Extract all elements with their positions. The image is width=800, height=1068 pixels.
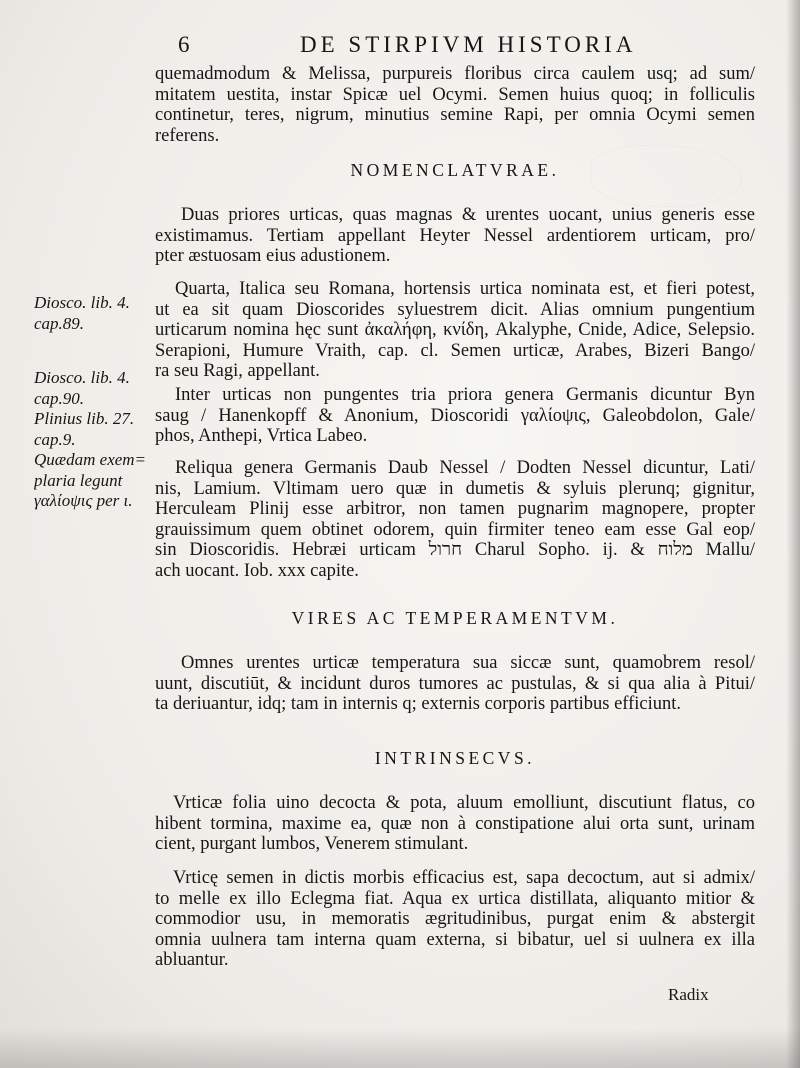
- text-line: Reliqua genera Germanis Daub Nessel / Dodten Nessel dicuntur, Lati/: [175, 458, 755, 478]
- text-line: ut ea sit quam Dioscorides syluestrem dicit. Alias omnium pungentium: [155, 299, 755, 320]
- catchword: Radix: [668, 985, 709, 1004]
- margin-note-line: Plinius lib. 27.: [34, 409, 135, 428]
- margin-note-line: cap.90.: [34, 388, 85, 408]
- text-line: Omnes urentes urticæ temperatura sua siccæ sunt, quamobrem resol/: [181, 653, 755, 673]
- text-line: Inter urticas non pungentes tria priora genera Germanis dicuntur Byn: [175, 385, 755, 405]
- paragraph-intrinsecus-1: [155, 793, 755, 855]
- text-line: pter æstuosam eius adustionem.: [155, 246, 391, 266]
- text-line: existimamus. Tertiam appellant Heyter Nessel ardentiorem urticam, pro/: [155, 225, 755, 246]
- text-line: abluantur.: [155, 950, 229, 970]
- paragraph-opening: [155, 64, 755, 146]
- paragraph-nomen-2: [155, 279, 755, 382]
- heading-nomenclaturae: NOMENCLATVRAE.: [350, 160, 560, 180]
- page-edge-shadow: [786, 0, 800, 1068]
- text-line: Serapioni, Humure Vraith, cap. cl. Semen urticæ, Arabes, Bizeri Bango/: [155, 340, 755, 361]
- text-line: urticarum nomina hęc sunt ἀκαλήφη, κνίδη, Akalyphe, Cnide, Adice, Selepsio.: [155, 320, 755, 340]
- margin-note-line: γαλίοψις per ι.: [34, 491, 133, 510]
- paragraph-nomen-3: [155, 385, 755, 447]
- text-line: Vrticę semen in dictis morbis efficacius est, sapa decoctum, aut si admix/: [173, 868, 755, 888]
- text-line: uunt, discutiūt, & incidunt duros tumores ac pustulas, & si qua alia à Pitui/: [155, 673, 755, 694]
- text-line: Vrticæ folia uino decocta & pota, aluum emolliunt, discutiunt flatus, co: [173, 793, 755, 813]
- text-line: ra seu Ragi, appellant.: [155, 361, 320, 381]
- text-line: continetur, teres, nigrum, minutius semine Rapi, per omnia Ocymi semen: [155, 105, 755, 125]
- margin-note-line: cap.89.: [34, 313, 85, 333]
- paragraph-nomen-1: [155, 205, 755, 267]
- text-line: omnia uulnera tam interna quam externa, si bibatur, uel si uulnera ex illa: [155, 929, 755, 950]
- running-title: DE STIRPIVM HISTORIA: [300, 32, 637, 57]
- text-line: sin Dioscoridis. Hebræi urticam חרול Charul Sopho. ij. & מלוח Mallu/: [155, 540, 755, 560]
- text-line: phos, Anthepi, Vrtica Labeo.: [155, 426, 368, 446]
- paragraph-vires: [155, 653, 755, 715]
- text-line: cient, purgant lumbos, Venerem stimulant.: [155, 834, 469, 854]
- margin-note-line: Quædam exem=: [34, 450, 147, 469]
- text-line: nis, Lamium. Vltimam uero quæ in dumetis & syluis plerunq; gignitur,: [155, 478, 755, 499]
- text-line: quemadmodum & Melissa, purpureis floribus circa caulem usq; ad sum/: [155, 64, 755, 84]
- text-line: referens.: [155, 125, 220, 146]
- page-header: [178, 32, 658, 62]
- margin-note-dioscorides-2: [34, 368, 154, 512]
- margin-note-dioscorides-1: [34, 293, 154, 334]
- text-line: hibent tormina, maxime ea, quæ non à constipatione alui orta sunt, urinam: [155, 813, 755, 834]
- text-line: ach uocant. Iob. xxx capite.: [155, 560, 359, 581]
- margin-note-line: Diosco. lib. 4.: [34, 368, 130, 387]
- paragraph-intrinsecus-2: [155, 868, 755, 971]
- paragraph-nomen-4: [155, 458, 755, 581]
- text-line: to melle ex illo Eclegma fiat. Aqua ex urtica distillata, aliquanto mitior &: [155, 888, 755, 909]
- heading-vires: VIRES AC TEMPERAMENTVM.: [291, 608, 619, 628]
- page-number: 6: [178, 32, 194, 57]
- heading-intrinsecus: INTRINSECVS.: [374, 748, 536, 768]
- text-line: saug / Hanenkopff & Anonium, Dioscoridi γαλίοψις, Galeobdolon, Gale/: [155, 405, 755, 426]
- text-line: mitatem uestita, instar Spicæ uel Ocymi. Semen huius quoq; in folliculis: [155, 84, 755, 105]
- page-bottom-shadow: [0, 1028, 800, 1068]
- margin-note-line: Diosco. lib. 4.: [34, 293, 130, 312]
- text-line: ta deriuantur, idq; tam in internis q; externis corporis partibus efficiunt.: [155, 694, 682, 714]
- text-line: grauissimum quem obtinet odorem, quin firmiter teneo eam esse Gal eop/: [155, 519, 755, 540]
- margin-note-line: plaria legunt: [34, 470, 123, 490]
- margin-note-line: cap.9.: [34, 429, 76, 449]
- text-line: Herculeam Plinij esse arbitror, non tamen pugnarim magnopere, propter: [155, 499, 755, 519]
- text-line: Quarta, Italica seu Romana, hortensis urtica nominata est, et fieri potest,: [175, 279, 755, 299]
- text-line: Duas priores urticas, quas magnas & urentes uocant, unius generis esse: [181, 205, 755, 225]
- text-line: commodior usu, in memoratis ægritudinibus, purgat enim & abstergit: [155, 909, 755, 929]
